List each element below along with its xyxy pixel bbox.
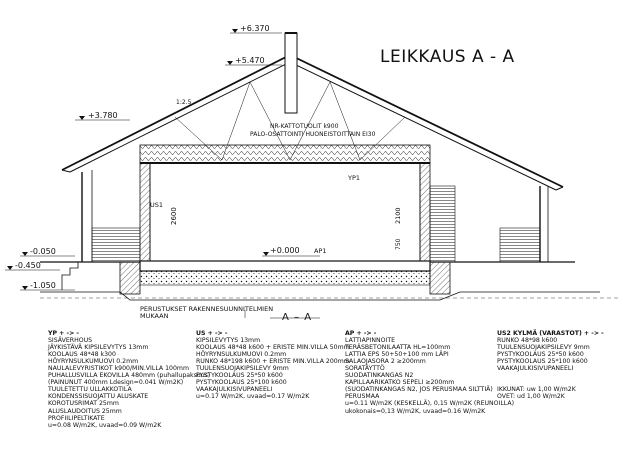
notes-ap: [345, 330, 514, 415]
note-heading: US + -> -: [196, 330, 228, 337]
note-line: PROFIILIPELTIKATE: [48, 414, 105, 422]
plinth-dim: 750: [395, 238, 402, 250]
elev-eave: +3.780: [88, 111, 118, 120]
note-line: u=0.11 W/m2K (KESKELLÄ), 0,15 W/m2K (REUNOILLA): [345, 400, 515, 408]
foundation-note-1: PERUSTUKSET RAKENNESUUNNITELMIEN: [140, 305, 274, 313]
elev-floor: +0.000: [270, 246, 300, 255]
note-line: PERUSMAA: [345, 393, 380, 401]
note-line: TUULENSUOJAKIPSILEVY 9mm: [497, 344, 590, 352]
foundation-note-2: MUKAAN: [140, 312, 169, 320]
note-line: OVET: ud 1,00 W/m2K: [497, 393, 565, 401]
yp1-tag: YP1: [348, 174, 361, 182]
note-line: KIPSILEVYTYS 13mm: [196, 337, 261, 345]
note-line: PUHALLUSVILLA EKOVILLA 480mm (puhallupaksuus): [48, 372, 211, 380]
truss-label: NR-KATTOTUOLIT k900: [270, 123, 339, 130]
note-line: SISÄVERHOUS: [48, 337, 93, 345]
note-line: u=0.17 W/m2K, uvaad=0.17 W/m2K: [196, 393, 310, 401]
note-line: NAULALEVYRISTIKOT k900/MIN.VILLA 100mm: [48, 365, 189, 373]
note-line: KOROTUSRIMAT 25mm: [48, 400, 119, 408]
note-heading: US2 KYLMÄ (VARASTOT) + -> -: [497, 330, 604, 337]
note-line: u=0.08 W/m2K, uvaad=0.09 W/m2K: [48, 421, 162, 429]
note-heading: YP + -> -: [48, 330, 79, 337]
notes-us2: [497, 330, 604, 400]
note-line: KOOLAUS 48*48 k300: [48, 351, 116, 359]
firewall-label: PALO-OSATTOINTI HUONEISTOITTAIN EI30: [250, 131, 376, 138]
right-storage: [430, 186, 575, 262]
note-line: PYSTYKOOLAUS 25*100 k600: [497, 358, 588, 366]
elev-ground-left: -0.450: [15, 261, 41, 270]
note-line: KONDENSSISUOJATTU ALUSKATE: [48, 393, 149, 401]
annotations: [140, 99, 402, 320]
note-line: (SUODATINKANGAS N2, JOS PERUSMAA SILTTIÄ): [345, 386, 493, 394]
note-line: SUODATINKANGAS N2: [345, 372, 414, 380]
note-line: SALAOJASORA 2 ≥200mm: [345, 358, 426, 366]
note-line: [497, 372, 604, 379]
note-heading: AP + -> -: [345, 330, 377, 337]
note-line: IKKUNAT: uw 1,00 W/m2K: [497, 386, 576, 394]
ap1-tag: AP1: [314, 247, 327, 255]
elev-footing: -1.050: [30, 281, 56, 290]
notes-us: [196, 330, 350, 400]
section-title: LEIKKAUS A - A: [380, 47, 515, 67]
ceiling-insulation: [140, 145, 430, 163]
foundation: [40, 261, 620, 300]
room-height-dim: 2600: [170, 207, 178, 225]
elev-ridge: +6.370: [240, 24, 270, 33]
note-line: TERÄSBETONILAATTA HL=100mm: [345, 344, 451, 352]
note-line: RUNKO 48*198 k600 + ERISTE MIN.VILLA 200mm: [196, 358, 350, 366]
note-line: [497, 379, 604, 386]
note-line: KAPILLAARIKATKO SEPELI ≥200mm: [345, 379, 455, 387]
note-line: PYSTYKOOLAUS 25*50 k600: [196, 372, 283, 380]
note-line: LATTIA EPS 50+50+100 mm LÄPI: [345, 351, 449, 359]
note-line: SORATÄYTTÖ: [345, 365, 385, 373]
note-line: HÖYRYNSULKUMUOVI 0.2mm: [196, 351, 287, 359]
storage-height-dim: 2100: [394, 207, 402, 224]
us1-tag: US1: [150, 201, 164, 209]
note-line: KOOLAUS 48*48 k600 + ERISTE MIN.VILLA 50mm: [196, 344, 350, 352]
note-line: PYSTYKOOLAUS 25*50 k600: [497, 351, 584, 359]
section-label: A – A: [282, 312, 313, 323]
note-line: (PAINUNUT 400mm Ldesign=0.041 W/m2K): [48, 379, 184, 387]
note-line: TUULETETTU ULLAKKOTILA: [48, 386, 132, 394]
note-line: LATTIAPINNOITE: [345, 337, 396, 345]
roof-slope-label: 1:2.5: [176, 99, 192, 106]
note-line: VAAKAJULKISIVUPANEELI: [196, 386, 273, 394]
notes-yp: [48, 330, 210, 429]
note-line: HÖYRYNSULKUMUOVI 0.2mm: [48, 358, 139, 366]
chimney: [285, 33, 297, 113]
note-line: VAAKAJULKISIVUPANEELI: [497, 365, 574, 373]
note-line: TUULENSUOJAKIPSILEVY 9mm: [196, 365, 289, 373]
note-line: PYSTYKOOLAUS 25*100 k600: [196, 379, 287, 387]
note-line: ukokonais=0,13 W/m2K, uvaad=0.16 W/m2K: [345, 407, 486, 415]
elev-terrace: -0.050: [30, 247, 56, 256]
elev-chimney: +5.470: [235, 56, 265, 65]
note-line: RUNKO 48*98 k600: [497, 337, 558, 345]
note-line: JÄYKISTÄVÄ KIPSILEVYTYS 13mm: [48, 344, 149, 352]
note-line: ALUSLAUDOITUS 25mm: [48, 407, 122, 415]
